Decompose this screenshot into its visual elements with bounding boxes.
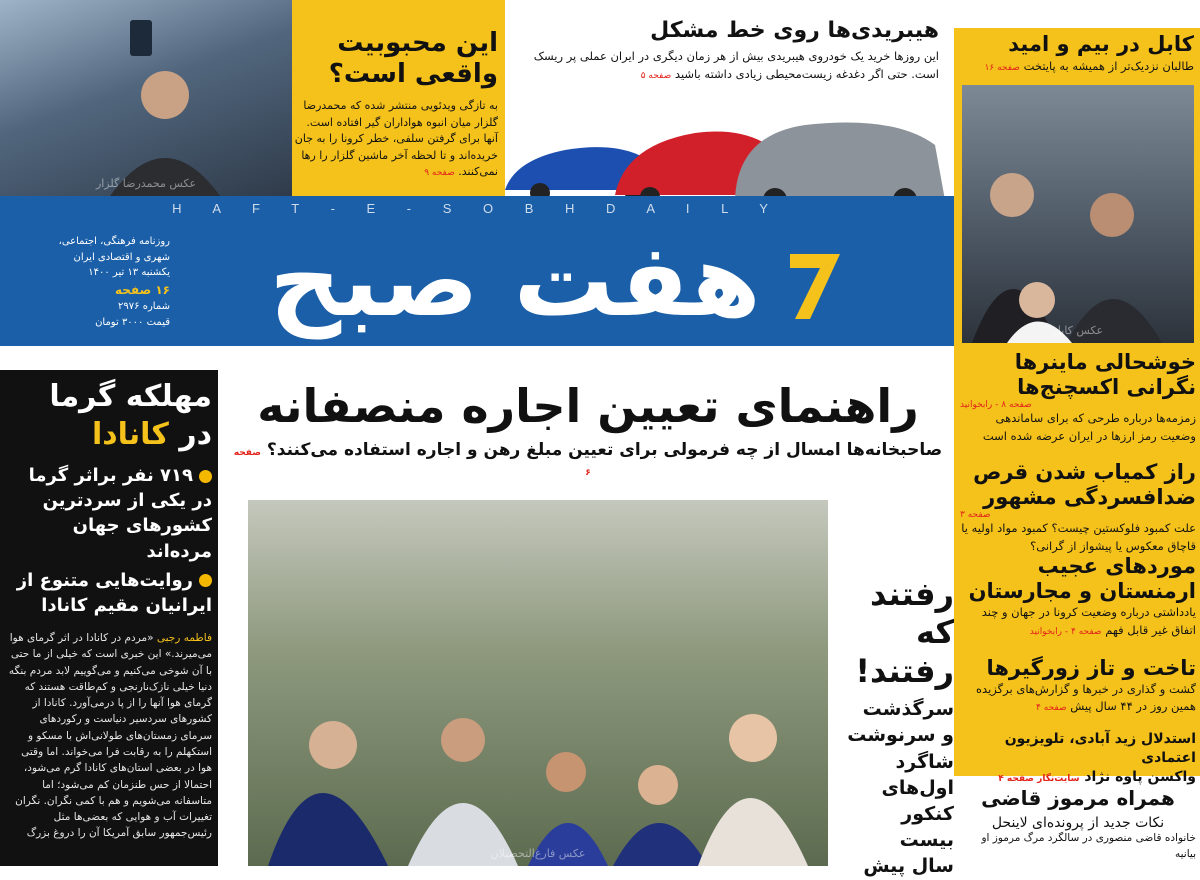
graduates-illustration <box>248 500 828 866</box>
photo-alt-text: عکس کابل <box>1052 324 1104 337</box>
crowd-illustration <box>962 85 1194 343</box>
golzar-page-ref: صفحه ۹ <box>424 168 455 179</box>
judge-title: همراه مرموز قاضی <box>981 786 1175 810</box>
logo-seven-icon <box>780 244 850 324</box>
kabul-page-ref: صفحه ۱۶ <box>984 63 1020 74</box>
crypto-body: زمزمه‌ها درباره طرحی که برای ساماندهی وضعیت رمز ارزها در ایران عرضه شده است <box>982 411 1196 443</box>
kabul-title: کابل در بیم و امید <box>1008 32 1194 56</box>
cars-photo <box>505 105 945 205</box>
pill-title: راز کمیاب شدن قرص ضدافسردگی مشهور <box>973 460 1196 510</box>
covid-title: موردهای عجیب ارمنستان و مجارستان <box>968 554 1196 604</box>
golzar-title: این محبوبیت واقعی است؟ <box>328 28 498 90</box>
logo-text: هفت صبح <box>269 222 761 339</box>
robbers-body: گشت و گذاری در خبرها و گزارش‌های برگزیده همین روز در ۴۴ سال پیش صفحه ۴ <box>976 682 1196 714</box>
robbers-page-ref: صفحه ۴ <box>1036 703 1067 714</box>
main-headline: راهنمای تعیین اجاره منصفانه <box>257 379 919 433</box>
robbers-story[interactable] <box>960 656 1196 716</box>
crypto-title: خوشحالی ماینرها نگرانی اکسچنج‌ها <box>1014 350 1196 400</box>
selfie-figure-icon <box>0 0 292 196</box>
judge-body: خانواده قاضی منصوری در سالگرد مرگ مرموز او بیانیه <box>981 832 1196 860</box>
bullet-dot-icon <box>199 574 212 587</box>
masthead-logo[interactable] <box>250 216 850 346</box>
kabul-photo <box>962 85 1194 343</box>
vaccine-title: استدلال زید آبادی، تلویزیون اعتمادی واکسن پاوه نژاد سایت‌نگار صفحه ۴ <box>998 731 1196 785</box>
crypto-story[interactable] <box>960 350 1196 445</box>
robbers-title: تاخت و تاز زورگیرها <box>986 656 1196 680</box>
hybrid-body: این روزها خرید یک خودروی هیبریدی بیش از هر زمان دیگری در ایران عملی پر ریسک است. حتی اگر دغدغه زیست‌محیطی زیادی داشته باشید صفحه ۵ <box>533 49 939 81</box>
cars-illustration <box>505 105 945 205</box>
page-count: ۱۶ صفحه <box>115 282 170 297</box>
golzar-body: به تازگی ویدئویی منتشر شده که محمدرضا گلزار میان انبوه هواداران گیر افتاده است. آنها برای گرفتن سلفی، خطر کرونا را به جان خریده‌اند و تا لحظه آخر ماشین گلزار را رها نمی‌کنند. صفحه ۹ <box>294 99 498 179</box>
pill-story[interactable] <box>960 460 1196 555</box>
kabul-subtitle: طالبان نزدیک‌تر از همیشه به پایتخت صفحه ۱۶ <box>984 59 1194 74</box>
canada-bullet-1: ۷۱۹ نفر براثر گرما در یکی از سردترین کشورهای جهان مرده‌اند <box>28 465 212 562</box>
canada-title: مهلکه گرما در کانادا <box>49 379 212 452</box>
crypto-page-ref: صفحه ۸ - رابخوانید <box>960 400 1032 411</box>
graduates-title: رفتند که رفتند! <box>855 575 954 690</box>
covid-story[interactable] <box>960 554 1196 639</box>
issue-number: شماره ۲۹۷۶ <box>118 301 170 313</box>
price: قیمت ۳۰۰۰ تومان <box>95 316 170 328</box>
golzar-photo <box>0 0 292 196</box>
golzar-story[interactable] <box>290 28 498 181</box>
pill-page-ref: صفحه ۳ <box>960 510 991 521</box>
hybrid-story[interactable] <box>505 18 945 83</box>
vaccine-page-ref: سایت‌نگار صفحه ۴ <box>998 773 1080 784</box>
covid-page-ref: صفحه ۴ - رابخوانید <box>1029 626 1102 637</box>
graduates-photo <box>248 500 828 866</box>
canada-body: فاطمه رجبی «مردم در کانادا در اثر گرمای هوا می‌میرند.» این خبری است که خیلی از ما حتی با آن شوخی می‌کنیم و می‌گوییم لابد مردم بنگه دنیا خیلی نازک‌نارنجی و کم‌طاقت هستند که گرمای هوا آنها را از پا درمی‌آورد. کانادا از کشورهای سردسیر دنیاست و رکوردهای سرمای زمستان‌های طولانی‌اش با مسکو و استکهلم را به رقابت فرا می‌خواند. اما وقتی هوا در بعضی استان‌های کانادا گرم می‌شود، احتمالا از حس طنزمان کم می‌شود؛ اما متاسفانه می‌شویم و هم با کمی نگران. نگران تغییرات آب و هوایی که بعضی‌ها مثل رئیس‌جمهور سابق آمریکا آن را دروغ بزرگ <box>8 632 212 840</box>
bullet-dot-icon <box>199 470 212 483</box>
photo-alt-text: عکس محمدرضا گلزار <box>95 177 197 190</box>
pill-body: علت کمبود فلوکستین چیست؟ کمبود مواد اولیه یا قاچاق معکوس یا پیشواز از گرانی؟ <box>961 521 1196 553</box>
hybrid-title: هیبریدی‌ها روی خط مشکل <box>650 18 939 43</box>
graduates-caption: سرگذشت و سرنوشت شاگرد اول‌های کنکور بیست سال پیش <box>847 698 954 878</box>
masthead-info: روزنامه فرهنگی، اجتماعی، شهری و اقتصادی ایران یکشنبه ۱۳ تیر ۱۴۰۰ ۱۶ صفحه شماره ۲۹۷۶ قیمت ۳۰۰۰ تومان <box>10 234 170 330</box>
canada-story[interactable] <box>8 378 212 842</box>
main-subhead: صاحبخانه‌ها امسال از چه فرمولی برای تعیین مبلغ رهن و اجاره استفاده می‌کنند؟ صفحه ۶ <box>233 439 943 478</box>
covid-body: یادداشتی درباره وضعیت کرونا در جهان و چند اتفاق غیر قابل فهم صفحه ۴ - رابخوانید <box>981 605 1196 637</box>
main-headline-block[interactable] <box>230 378 946 480</box>
main-page-ref: صفحه ۶ <box>233 447 591 478</box>
photo-alt-text: عکس فارغ‌التحصیلان <box>490 847 586 860</box>
judge-story[interactable] <box>960 786 1196 863</box>
graduates-story[interactable] <box>824 575 954 880</box>
vaccine-story[interactable] <box>960 730 1196 787</box>
kabul-story[interactable] <box>962 32 1194 73</box>
canada-author: فاطمه رجبی <box>156 632 212 645</box>
judge-subtitle: نکات جدید از پرونده‌ای لاینحل <box>991 815 1165 831</box>
canada-bullet-2: روایت‌هایی متنوع از ایرانیان مقیم کانادا <box>16 569 212 616</box>
hybrid-page-ref: صفحه ۵ <box>640 70 672 81</box>
latin-strip: H A F T - E - S O B H D A I L Y <box>0 196 954 222</box>
